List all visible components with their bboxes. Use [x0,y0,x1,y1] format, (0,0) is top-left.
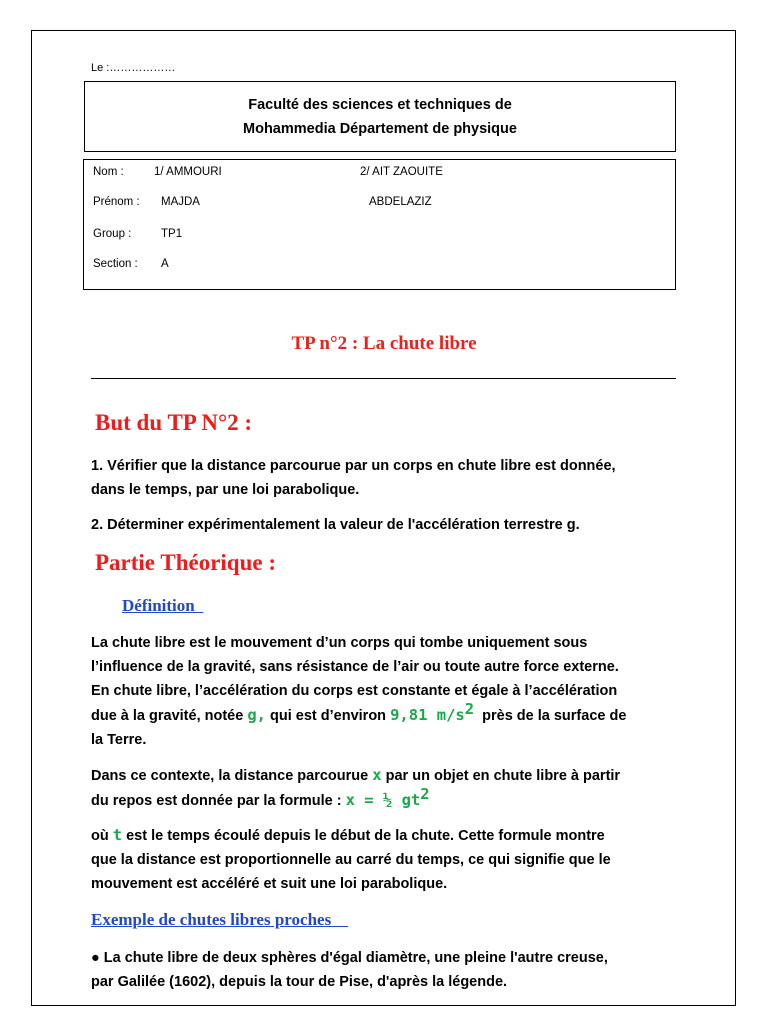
free-fall-formula: x = ½ gt [345,791,421,809]
definition-heading: Définition [122,596,204,615]
p2-line-1-a: Dans ce contexte, la distance parcourue [91,768,373,784]
section-value: A [161,258,169,270]
p3-line-1-b: est le temps écoulé depuis le début de la chute. Cette formule montre [122,828,605,844]
theory-heading: Partie Théorique : [95,550,276,575]
goal-item-1-line-1: 1. Vérifier que la distance parcourue par un corps en chute libre est donnée, [91,458,616,474]
formula-exponent: 2 [420,785,430,804]
p1-line-3: En chute libre, l’accélération du corps est constante et égale à l’accélération [91,683,618,699]
p1-line-4-b: qui est d’environ [266,708,391,724]
p2-line-2 [91,785,681,813]
goal-item-2: 2. Déterminer expérimentalement la valeur de l'accélération terrestre g. [91,517,580,533]
student-info-box [83,159,676,290]
prenom-student-1: MAJDA [161,196,200,208]
gravity-symbol: g, [247,706,266,724]
example-bullet-line-2: par Galilée (1602), depuis la tour de Pise, d'après la légende. [91,974,508,990]
p2-line-1 [91,763,681,788]
date-line: Le :……………… [91,62,176,74]
p1-line-4-a: due à la gravité, notée [91,708,248,724]
examples-heading: Exemple de chutes libres proches [91,910,349,929]
p1-line-4-c: près de la surface de [474,708,627,724]
goal-item-1-line-2: dans le temps, par une loi parabolique. [91,482,360,498]
group-value: TP1 [161,228,183,240]
nom-student-1: 1/ AMMOURI [154,166,222,178]
p1-line-4 [91,700,681,728]
prenom-label: Prénom : [93,196,140,208]
nom-student-2: 2/ AIT ZAOUITE [360,166,443,178]
theory-paragraph-2 [91,763,681,813]
goal-heading: But du TP N°2 : [95,410,253,435]
group-label: Group : [93,228,132,240]
faculty-line-2: Mohammedia Département de physique [243,121,517,137]
p2-line-2-a: du repos est donnée par la formule : [91,793,346,809]
prenom-student-2: ABDELAZIZ [369,196,432,208]
time-symbol: t [112,826,123,844]
faculty-line-1: Faculté des sciences et techniques de [248,97,512,113]
p3-line-1-a: où [91,828,113,844]
document-title: TP n°2 : La chute libre [291,333,477,354]
example-bullet [91,946,681,994]
goal-item-1 [91,454,681,502]
p1-line-2: l’influence de la gravité, sans résistance de l’air ou toute autre force externe. [91,659,619,675]
p1-line-5: la Terre. [91,732,147,748]
gravity-unit-exponent: 2 [464,700,475,719]
example-bullet-line-1: ● La chute libre de deux sphères d'égal diamètre, une pleine l'autre creuse, [91,950,608,966]
p1-line-1: La chute libre est le mouvement d’un corps qui tombe uniquement sous [91,635,588,651]
faculty-box [84,81,676,152]
p2-line-1-b: par un objet en chute libre à partir [381,768,621,784]
theory-paragraph-1 [91,631,681,752]
nom-label: Nom : [93,166,124,178]
theory-paragraph-3 [91,823,681,896]
gravity-value: 9,81 m/s [390,706,465,724]
distance-symbol: x [372,766,382,784]
p3-line-1 [91,823,681,848]
section-label: Section : [93,258,138,270]
title-divider [91,378,676,379]
p3-line-2: que la distance est proportionnelle au carré du temps, ce qui signifie que le [91,852,611,868]
p3-line-3: mouvement est accéléré et suit une loi parabolique. [91,876,448,892]
